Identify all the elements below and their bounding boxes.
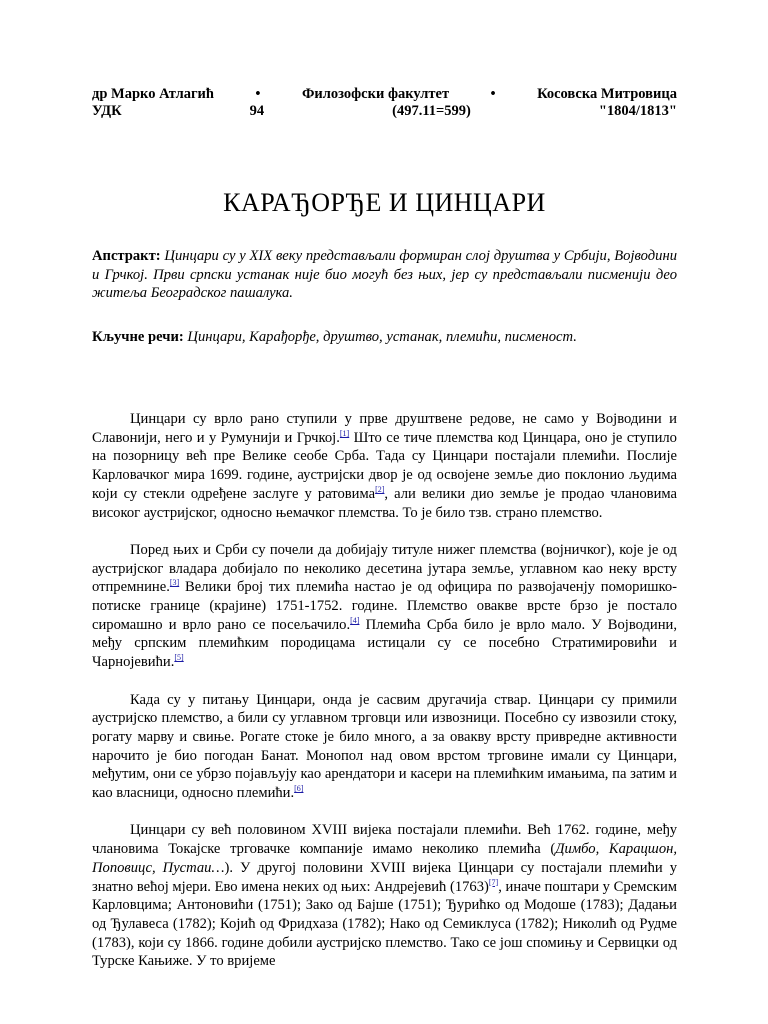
udc-classification-line (92, 103, 677, 120)
paragraph-text: Велики број тих племића настао је од официра по развојаченју поморишко-потиске границе (крајине) 1751-1752. године. Племство овакве врсте брзо је постало сиромашно и врло рано се посељачило. (92, 579, 677, 633)
paragraph-text: Што се тиче племства код Цинцара, оно је ступило на позорницу већ пре Велике сеобе Срба. Тада су Цинцари постајали племићи. Послије Карловачког мира 1699. године, аустријски двор је од освојене земље дио поклонио људима који су стекли одређене заслуге у ратовима (92, 429, 677, 502)
abstract-label: Апстракт: (92, 248, 161, 264)
footnote-link[interactable]: [6] (294, 784, 304, 794)
city-name: Косовска Митровица (537, 86, 677, 102)
author-name: др Марко Атлагић (92, 86, 214, 102)
footnote-link[interactable]: [2] (375, 484, 385, 494)
paragraph (92, 410, 677, 522)
paragraph (92, 691, 677, 803)
faculty-name: Филозофски факултет (301, 86, 450, 102)
footnote-link[interactable]: [5] (174, 653, 184, 663)
paragraph-text: Цинцари су већ половином XVIII вијека постајали племићи. Већ 1762. године, међу члановима Токајске трговачке компаније имамо неколико племића ( (92, 822, 677, 858)
footnote-link[interactable]: [1] (339, 428, 350, 438)
udc-label: УДК (92, 103, 122, 119)
bullet-separator: • (255, 86, 261, 102)
paragraph-text: Поред њих и Срби су почели да добијају титуле нижег племства (војничког), које је од аустријског владара добијало по неколико десетина јутара земље, углавном као неку врсту отпремнине. (92, 541, 677, 596)
keywords-label: Кључне речи: (92, 329, 184, 345)
keywords (92, 328, 677, 347)
abstract (92, 247, 677, 303)
paragraph-text: Племића Срба било је врло мало. У Војводини, међу српским племићким породицама истицали су се посебно Стратимировићи и Чарнојевићи. (92, 616, 678, 671)
article-body (92, 410, 677, 990)
article-title: КАРАЂОРЂЕ И ЦИНЦАРИ (223, 188, 546, 217)
paragraph-italic-names: Димбо, Карацшон, Поповицс, Пустаи… (92, 841, 677, 876)
udc-period: "1804/1813" (598, 103, 677, 119)
abstract-text: Цинцари су у XIX веку представљали формиран слој друштва у Србији, Војводини и Грчкој. Први српски устанак није био могућ без њих, јер су представљали писменији део житеља Београдског пашалука. (92, 248, 677, 301)
paragraph-text: , али велики дио земље је продао члановима високог аустријског, односно њемачког племства. То је било тзв. страно племство. (92, 485, 677, 521)
paragraph-text: Цинцари су врло рано ступили у прве друштвене редове, не само у Војводини и Славонији, него и у Румунији и Грчкој. (92, 411, 677, 446)
paragraph-text: , иначе поштари у Сремским Карловцима; Антоновићи (1751); Зако од Бајше (1751); Ђурићко од Модоше (1783); Дадањи од Ђулавеса (1782); Којић од Фридхаза (1782); Нако од Семиклуса (1782); Николић од Рудме (1783), који су 1866. године добили аустријско племство. Тако се још спомињу и Сервицки од Турске Кањиже. У то вријеме (92, 878, 677, 970)
paragraph (92, 821, 677, 971)
footnote-link[interactable]: [4] (350, 615, 360, 625)
footnote-link[interactable]: [7] (488, 877, 499, 887)
footnote-link[interactable]: [3] (169, 578, 180, 588)
paragraph (92, 541, 677, 672)
udc-code: (497.11=599) (392, 103, 471, 119)
paragraph-text: Када су у питању Цинцари, онда је сасвим другачија ствар. Цинцари су примили аустријско племство, а били су углавном трговци или извозници. Посебно су извозили стоку, рогату марву и свиње. Рогате стоке је било много, а за овакву врсту привредне активности нарочито је био погодан Банат. Монопол над овом врстом трговине имали су Цинцари, међутим, они се убрзо појављују као арендатори и касери на племићким имањима, па затим и као власници, односно племићи. (92, 691, 677, 802)
bullet-separator: • (490, 86, 496, 102)
paragraph-text: ). У другој половини XVIII вијека Цинцари су постајали племићи у знатно већој мјери. Ево имена неких од њих: Андрејевић (1763) (92, 859, 677, 895)
author-affiliation-line (92, 86, 677, 103)
udc-number: 94 (249, 103, 265, 119)
keywords-text: Цинцари, Карађорђе, друштво, устанак, племићи, писменост. (187, 329, 577, 345)
